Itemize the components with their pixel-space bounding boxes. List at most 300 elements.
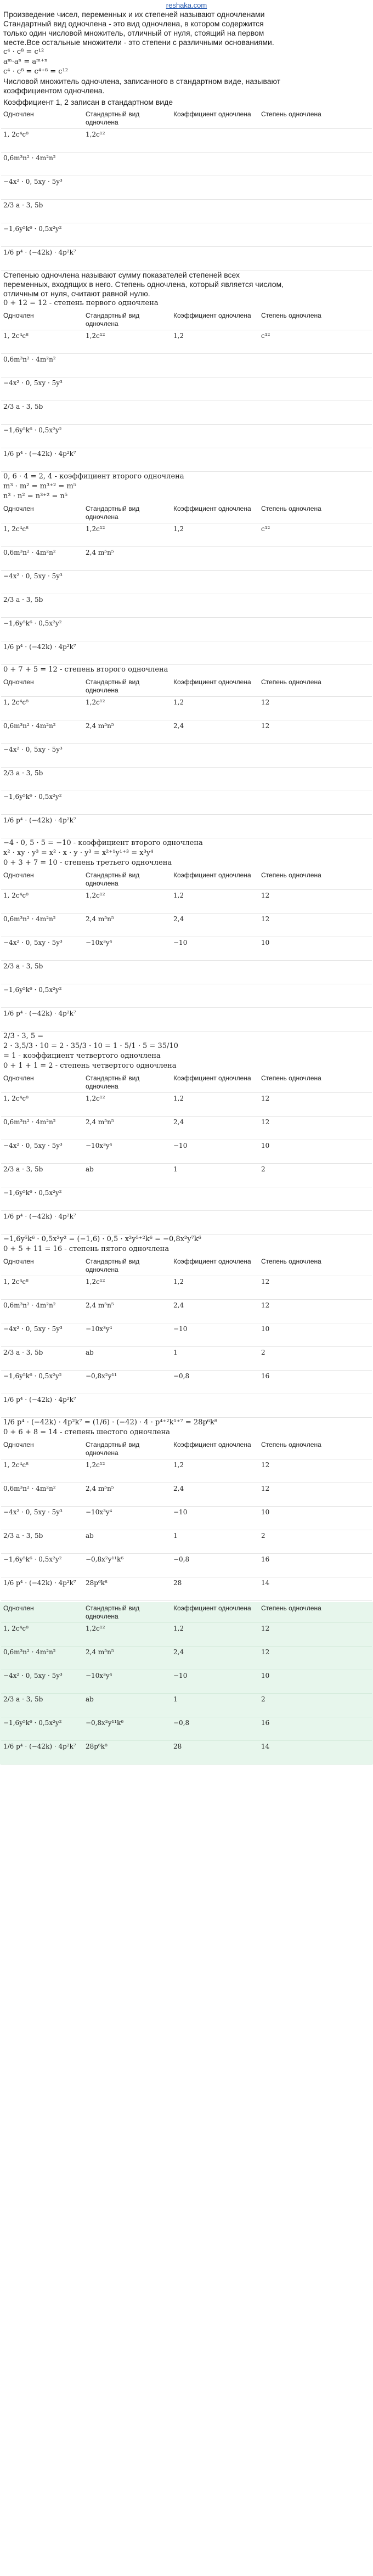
monomial-cell: 2/3 a · 3, 5b xyxy=(1,1694,83,1717)
degree-cell: 16 xyxy=(259,1717,372,1741)
note-fourth-degree: 0 + 1 + 1 = 2 - степень четвертого одночлена xyxy=(3,1062,177,1070)
degree-cell xyxy=(259,641,372,665)
column-header: Степень одночлена xyxy=(259,503,372,523)
table-row xyxy=(1,1741,372,1765)
table-row xyxy=(1,1694,372,1717)
monomial-cell: 1, 2c⁴c⁸ xyxy=(1,330,83,354)
degree-cell xyxy=(259,1211,372,1235)
degree-cell: 10 xyxy=(259,1140,372,1164)
degree-cell xyxy=(259,377,372,401)
degree-cell: 14 xyxy=(259,1741,372,1765)
degree-cell: c¹² xyxy=(259,330,372,354)
table-row xyxy=(1,890,372,914)
degree-cell: 10 xyxy=(259,1670,372,1694)
coefficient-cell: 1 xyxy=(171,1694,259,1717)
monomial-cell: 1, 2c⁴c⁸ xyxy=(1,1459,83,1483)
standard-form-cell: −10x³y⁴ xyxy=(83,937,171,961)
table-row xyxy=(1,571,372,594)
coefficient-cell: −0,8 xyxy=(171,1371,259,1394)
note-m-power: m³ · m² = m³⁺² = m⁵ xyxy=(3,482,76,491)
table-row xyxy=(1,791,372,815)
monomial-cell: 1, 2c⁴c⁸ xyxy=(1,523,83,547)
note-third-coef: −4 · 0, 5 · 5 = −10 - коэффициент второго одночлена xyxy=(3,839,203,847)
monomial-cell: −1,6y⁵k⁶ · 0,5x²y² xyxy=(1,1717,83,1741)
coefficient-cell: −0,8 xyxy=(171,1717,259,1741)
degree-cell xyxy=(259,768,372,791)
degree-cell: 10 xyxy=(259,1323,372,1347)
table-row xyxy=(1,330,372,354)
column-header: Стандартный вид одночлена xyxy=(83,676,171,697)
standard-form-cell xyxy=(83,1008,171,1031)
standard-form-cell xyxy=(83,641,171,665)
site-link[interactable]: reshaka.com xyxy=(166,1,207,9)
column-header: Одночлен xyxy=(1,1072,83,1093)
column-header: Степень одночлена xyxy=(259,1602,372,1623)
coefficient-cell: 1 xyxy=(171,1164,259,1187)
monomial-table-grid xyxy=(1,676,372,838)
standard-form-cell: 2,4 m⁵n⁵ xyxy=(83,720,171,744)
coefficient-cell: −10 xyxy=(171,1140,259,1164)
table-row xyxy=(1,354,372,377)
degree-cell xyxy=(259,815,372,838)
table-row xyxy=(1,1300,372,1323)
monomial-table-grid xyxy=(1,1072,372,1235)
column-header: Степень одночлена xyxy=(259,676,372,697)
column-header: Стандартный вид одночлена xyxy=(83,1602,171,1623)
column-header: Коэффициент одночлена xyxy=(171,1439,259,1459)
monomial-cell: 1/6 p⁴ · (−42k) · 4p²k⁷ xyxy=(1,448,83,472)
column-header: Стандартный вид одночлена xyxy=(83,1439,171,1459)
coefficient-cell xyxy=(171,223,259,247)
table-row xyxy=(1,1323,372,1347)
degree-cell: 12 xyxy=(259,1276,372,1300)
degree-cell: 12 xyxy=(259,1459,372,1483)
table-row xyxy=(1,720,372,744)
table-row xyxy=(1,914,372,937)
degree-cell xyxy=(259,618,372,641)
column-header: Стандартный вид одночлена xyxy=(83,869,171,890)
coefficient-cell: 2,4 xyxy=(171,720,259,744)
column-header: Коэффициент одночлена xyxy=(171,676,259,697)
degree-cell xyxy=(259,961,372,984)
degree-cell xyxy=(259,200,372,223)
standard-form-cell xyxy=(83,571,171,594)
standard-form-cell: 1,2c¹² xyxy=(83,1459,171,1483)
coefficient-cell: 1 xyxy=(171,1347,259,1371)
coefficient-cell xyxy=(171,641,259,665)
coefficient-cell xyxy=(171,768,259,791)
monomial-cell: 0,6m³n² · 4m²n² xyxy=(1,1300,83,1323)
standard-form-cell: 2,4 m⁵n⁵ xyxy=(83,1300,171,1323)
monomial-cell: −1,6y⁵k⁶ · 0,5x²y² xyxy=(1,618,83,641)
standard-form-cell xyxy=(83,961,171,984)
degree-cell: 12 xyxy=(259,1647,372,1670)
standard-form-cell xyxy=(83,1211,171,1235)
coefficient-cell xyxy=(171,791,259,815)
monomial-cell: 1/6 p⁴ · (−42k) · 4p²k⁷ xyxy=(1,247,83,270)
table-row xyxy=(1,1577,372,1601)
degree-cell: 12 xyxy=(259,720,372,744)
monomial-cell: −1,6y⁵k⁶ · 0,5x²y² xyxy=(1,1371,83,1394)
monomial-table xyxy=(0,676,373,838)
table-row xyxy=(1,1347,372,1371)
coefficient-cell xyxy=(171,425,259,448)
coefficient-cell: 1,2 xyxy=(171,523,259,547)
monomial-cell: 0,6m³n² · 4m²n² xyxy=(1,1483,83,1507)
column-header: Степень одночлена xyxy=(259,309,372,330)
degree-cell xyxy=(259,744,372,768)
monomial-table xyxy=(0,1255,373,1418)
degree-cell xyxy=(259,448,372,472)
column-header: Одночлен xyxy=(1,108,83,129)
coefficient-cell xyxy=(171,153,259,176)
column-header: Коэффициент одночлена xyxy=(171,309,259,330)
standard-form-cell: 2,4 m⁵n⁵ xyxy=(83,1117,171,1140)
table-row xyxy=(1,1483,372,1507)
coefficient-cell: 2,4 xyxy=(171,1300,259,1323)
table-row xyxy=(1,448,372,472)
monomial-cell: 0,6m³n² · 4m²n² xyxy=(1,153,83,176)
table-row xyxy=(1,523,372,547)
degree-cell: 12 xyxy=(259,914,372,937)
table-row xyxy=(1,1187,372,1211)
monomial-cell: 0,6m³n² · 4m²n² xyxy=(1,1117,83,1140)
column-header: Одночлен xyxy=(1,1255,83,1276)
table-row xyxy=(1,176,372,200)
degree-cell: 12 xyxy=(259,1117,372,1140)
coef-def-1: Числовой множитель одночлена, записанного в стандартном виде, называют xyxy=(3,77,281,86)
monomial-cell: 1/6 p⁴ · (−42k) · 4p²k⁷ xyxy=(1,815,83,838)
table-row xyxy=(1,641,372,665)
coefficient-cell: 1,2 xyxy=(171,1093,259,1117)
table-row xyxy=(1,815,372,838)
coefficient-cell xyxy=(171,176,259,200)
coefficient-cell xyxy=(171,1187,259,1211)
monomial-cell: 2/3 a · 3, 5b xyxy=(1,1347,83,1371)
column-header: Стандартный вид одночлена xyxy=(83,309,171,330)
monomial-cell: −4x² · 0, 5xy · 5y³ xyxy=(1,176,83,200)
monomial-cell: 0,6m³n² · 4m²n² xyxy=(1,720,83,744)
degree-cell: 12 xyxy=(259,697,372,720)
coefficient-cell xyxy=(171,200,259,223)
table-row xyxy=(1,1276,372,1300)
degree-cell xyxy=(259,153,372,176)
monomial-table xyxy=(0,1439,373,1601)
table-row xyxy=(1,153,372,176)
column-header: Коэффициент одночлена xyxy=(171,869,259,890)
coefficient-cell xyxy=(171,594,259,618)
standard-form-cell: 1,2c¹² xyxy=(83,1623,171,1647)
monomial-cell: −1,6y⁵k⁶ · 0,5x²y² xyxy=(1,1187,83,1211)
monomial-cell: 1, 2c⁴c⁸ xyxy=(1,1093,83,1117)
coefficient-cell: 2,4 xyxy=(171,1647,259,1670)
degree-cell xyxy=(259,547,372,571)
note-first-degree: 0 + 12 = 12 - степень первого одночлена xyxy=(3,299,159,307)
column-header: Степень одночлена xyxy=(259,108,372,129)
monomial-cell: 1/6 p⁴ · (−42k) · 4p²k⁷ xyxy=(1,641,83,665)
column-header: Степень одночлена xyxy=(259,1439,372,1459)
table-row xyxy=(1,1140,372,1164)
coefficient-cell: −10 xyxy=(171,1670,259,1694)
coefficient-cell: 1,2 xyxy=(171,697,259,720)
column-header: Стандартный вид одночлена xyxy=(83,108,171,129)
coefficient-cell: 1,2 xyxy=(171,890,259,914)
degree-cell: 14 xyxy=(259,1577,372,1601)
formula-2: aᵐ·aⁿ = aᵐ⁺ⁿ xyxy=(3,58,48,66)
table-row xyxy=(1,1394,372,1418)
coefficient-cell: −0,8 xyxy=(171,1554,259,1577)
note-fifth-degree: 0 + 5 + 11 = 16 - степень пятого одночлена xyxy=(3,1245,169,1253)
coefficient-cell: 2,4 xyxy=(171,1117,259,1140)
monomial-table xyxy=(0,1072,373,1235)
table-row xyxy=(1,1717,372,1741)
standard-form-cell: ab xyxy=(83,1164,171,1187)
coefficient-cell xyxy=(171,1394,259,1418)
degree-cell xyxy=(259,129,372,153)
standard-form-cell: 1,2c¹² xyxy=(83,129,171,153)
table-row xyxy=(1,618,372,641)
coefficient-cell: 1,2 xyxy=(171,1459,259,1483)
degree-cell xyxy=(259,1187,372,1211)
note-degree-2: переменных, входящих в него. Степень одночлена, который является числом, xyxy=(3,280,284,289)
monomial-cell: −4x² · 0, 5xy · 5y³ xyxy=(1,937,83,961)
degree-cell xyxy=(259,594,372,618)
intro-line-1: Произведение чисел, переменных и их степеней называют одночленами xyxy=(3,10,265,19)
monomial-cell: −4x² · 0, 5xy · 5y³ xyxy=(1,1670,83,1694)
coefficient-cell xyxy=(171,618,259,641)
monomial-cell: 2/3 a · 3, 5b xyxy=(1,1164,83,1187)
degree-cell: 12 xyxy=(259,890,372,914)
standard-form-cell xyxy=(83,1187,171,1211)
monomial-cell: 0,6m³n² · 4m²n² xyxy=(1,1647,83,1670)
coefficient-cell xyxy=(171,1008,259,1031)
standard-form-cell: 1,2c¹² xyxy=(83,523,171,547)
standard-form-cell: −0,8x²y¹¹k⁶ xyxy=(83,1554,171,1577)
column-header: Одночлен xyxy=(1,869,83,890)
intro-line-4: месте.Все остальные множители - это степени с различными основаниями. xyxy=(3,38,274,47)
coefficient-cell xyxy=(171,448,259,472)
note-fourth-coef: = 1 - коэффициент четвертого одночлена xyxy=(3,1052,161,1060)
column-header: Коэффициент одночлена xyxy=(171,503,259,523)
monomial-cell: −1,6y⁵k⁶ · 0,5x²y² xyxy=(1,984,83,1008)
table-row xyxy=(1,1093,372,1117)
coefficient-cell: 1,2 xyxy=(171,330,259,354)
table-row xyxy=(1,377,372,401)
coef-note: Коэффициент 1, 2 записан в стандартном виде xyxy=(3,98,173,106)
coefficient-cell xyxy=(171,247,259,270)
monomial-table-grid xyxy=(1,309,372,472)
coefficient-cell xyxy=(171,571,259,594)
standard-form-cell xyxy=(83,1394,171,1418)
table-row xyxy=(1,984,372,1008)
coefficient-cell: 2,4 xyxy=(171,914,259,937)
standard-form-cell xyxy=(83,984,171,1008)
monomial-cell: 2/3 a · 3, 5b xyxy=(1,961,83,984)
degree-cell: 10 xyxy=(259,1507,372,1530)
standard-form-cell: 1,2c¹² xyxy=(83,1276,171,1300)
monomial-cell: 1/6 p⁴ · (−42k) · 4p²k⁷ xyxy=(1,1577,83,1601)
standard-form-cell: 2,4 m⁵n⁵ xyxy=(83,914,171,937)
coefficient-cell: −10 xyxy=(171,937,259,961)
standard-form-cell xyxy=(83,744,171,768)
degree-cell: 12 xyxy=(259,1093,372,1117)
table-row xyxy=(1,744,372,768)
monomial-table-grid xyxy=(1,503,372,665)
standard-form-cell xyxy=(83,425,171,448)
standard-form-cell: −0,8x²y¹¹ xyxy=(83,1371,171,1394)
monomial-cell: −4x² · 0, 5xy · 5y³ xyxy=(1,571,83,594)
monomial-cell: 1, 2c⁴c⁸ xyxy=(1,890,83,914)
standard-form-cell xyxy=(83,401,171,425)
column-header: Стандартный вид одночлена xyxy=(83,1072,171,1093)
degree-cell xyxy=(259,1008,372,1031)
monomial-table xyxy=(0,869,373,1031)
table-row xyxy=(1,1623,372,1647)
standard-form-cell: ab xyxy=(83,1530,171,1554)
monomial-cell: −1,6y⁵k⁶ · 0,5x²y² xyxy=(1,791,83,815)
monomial-cell: 0,6m³n² · 4m²n² xyxy=(1,914,83,937)
table-row xyxy=(1,594,372,618)
table-row xyxy=(1,401,372,425)
column-header: Одночлен xyxy=(1,676,83,697)
monomial-cell: 0,6m³n² · 4m²n² xyxy=(1,547,83,571)
coefficient-cell: 1,2 xyxy=(171,1623,259,1647)
degree-cell: c¹² xyxy=(259,523,372,547)
standard-form-cell xyxy=(83,223,171,247)
coefficient-cell xyxy=(171,547,259,571)
column-header: Степень одночлена xyxy=(259,869,372,890)
table-row xyxy=(1,1670,372,1694)
note-fourth-calc-2: 2 · 3,5/3 · 10 = 2 · 35/3 · 10 = 1 · 5/1 · 5 = 35/10 xyxy=(3,1042,178,1050)
note-second-degree: 0 + 7 + 5 = 12 - степень второго одночлена xyxy=(3,666,168,674)
degree-cell: 2 xyxy=(259,1694,372,1717)
monomial-cell: −4x² · 0, 5xy · 5y³ xyxy=(1,744,83,768)
note-n-power: n³ · n² = n³⁺² = n⁵ xyxy=(3,492,68,500)
standard-form-cell xyxy=(83,153,171,176)
monomial-cell: 2/3 a · 3, 5b xyxy=(1,200,83,223)
degree-cell xyxy=(259,176,372,200)
table-row xyxy=(1,1530,372,1554)
monomial-table xyxy=(0,108,373,270)
coefficient-cell: −10 xyxy=(171,1323,259,1347)
degree-cell xyxy=(259,571,372,594)
standard-form-cell xyxy=(83,176,171,200)
monomial-cell: 1, 2c⁴c⁸ xyxy=(1,129,83,153)
coefficient-cell xyxy=(171,401,259,425)
degree-cell: 10 xyxy=(259,937,372,961)
degree-cell: 16 xyxy=(259,1554,372,1577)
table-row xyxy=(1,697,372,720)
standard-form-cell: 1,2c¹² xyxy=(83,697,171,720)
standard-form-cell: 2,4 m⁵n⁵ xyxy=(83,1483,171,1507)
final-answer-block xyxy=(0,1602,373,1765)
degree-cell xyxy=(259,425,372,448)
coefficient-cell: 1,2 xyxy=(171,1276,259,1300)
table-row xyxy=(1,1554,372,1577)
table-row xyxy=(1,547,372,571)
standard-form-cell: 1,2c¹² xyxy=(83,890,171,914)
monomial-cell: −1,6y⁵k⁶ · 0,5x²y² xyxy=(1,1554,83,1577)
standard-form-cell xyxy=(83,448,171,472)
note-sixth-calc: 1/6 p⁴ · (−42k) · 4p²k⁷ = (1/6) · (−42) · 4 · p⁴⁺²k¹⁺⁷ = 28p⁶k⁸ xyxy=(3,1418,218,1427)
standard-form-cell xyxy=(83,815,171,838)
standard-form-cell xyxy=(83,200,171,223)
coefficient-cell xyxy=(171,815,259,838)
monomial-cell: −1,6y⁵k⁶ · 0,5x²y² xyxy=(1,223,83,247)
monomial-table-grid xyxy=(1,1602,372,1765)
column-header: Одночлен xyxy=(1,1602,83,1623)
monomial-table xyxy=(0,503,373,665)
monomial-cell: 2/3 a · 3, 5b xyxy=(1,1530,83,1554)
table-row xyxy=(1,1117,372,1140)
degree-cell xyxy=(259,223,372,247)
monomial-cell: 1, 2c⁴c⁸ xyxy=(1,1276,83,1300)
monomial-cell: 1, 2c⁴c⁸ xyxy=(1,697,83,720)
table-row xyxy=(1,1211,372,1235)
table-row xyxy=(1,1507,372,1530)
degree-cell xyxy=(259,984,372,1008)
coefficient-cell: 1 xyxy=(171,1530,259,1554)
monomial-table-grid xyxy=(1,869,372,1031)
standard-form-cell: 1,2c¹² xyxy=(83,330,171,354)
degree-cell: 12 xyxy=(259,1300,372,1323)
monomial-table-grid xyxy=(1,1255,372,1418)
monomial-cell: 0,6m³n² · 4m²n² xyxy=(1,354,83,377)
coefficient-cell xyxy=(171,961,259,984)
intro-line-3: только один числовой множитель, отличный от нуля, стоящий на первом xyxy=(3,29,264,37)
monomial-cell: −1,6y⁵k⁶ · 0,5x²y² xyxy=(1,425,83,448)
note-degree-3: отличным от нуля, считают равной нулю. xyxy=(3,289,150,298)
monomial-cell: 1/6 p⁴ · (−42k) · 4p²k⁷ xyxy=(1,1008,83,1031)
table-row xyxy=(1,1371,372,1394)
coefficient-cell xyxy=(171,377,259,401)
degree-cell: 2 xyxy=(259,1530,372,1554)
table-row xyxy=(1,1647,372,1670)
column-header: Стандартный вид одночлена xyxy=(83,503,171,523)
standard-form-cell xyxy=(83,377,171,401)
table-row xyxy=(1,1164,372,1187)
column-header: Одночлен xyxy=(1,503,83,523)
standard-form-cell: −0,8x²y¹¹k⁶ xyxy=(83,1717,171,1741)
column-header: Стандартный вид одночлена xyxy=(83,1255,171,1276)
standard-form-cell xyxy=(83,594,171,618)
table-row xyxy=(1,937,372,961)
column-header: Коэффициент одночлена xyxy=(171,108,259,129)
coefficient-cell xyxy=(171,129,259,153)
standard-form-cell: −10x³y⁴ xyxy=(83,1140,171,1164)
degree-cell xyxy=(259,354,372,377)
degree-cell: 2 xyxy=(259,1347,372,1371)
note-sixth-degree: 0 + 6 + 8 = 14 - степень шестого одночлена xyxy=(3,1428,171,1436)
note-fifth-calc: −1,6y⁵k⁶ · 0,5x²y² = (−1,6) · 0,5 · x²y⁵⁺²k⁶ = −0,8x²y⁷k⁶ xyxy=(3,1235,201,1243)
monomial-cell: −4x² · 0, 5xy · 5y³ xyxy=(1,1507,83,1530)
standard-form-cell: −10x³y⁴ xyxy=(83,1323,171,1347)
note-degree-1: Степенью одночлена называют сумму показателей степеней всех xyxy=(3,270,240,279)
monomial-cell: 1/6 p⁴ · (−42k) · 4p²k⁷ xyxy=(1,1394,83,1418)
standard-form-cell: −10x³y⁴ xyxy=(83,1670,171,1694)
coefficient-cell: 28 xyxy=(171,1741,259,1765)
coefficient-cell: 28 xyxy=(171,1577,259,1601)
monomial-table-grid xyxy=(1,1439,372,1601)
degree-cell: 16 xyxy=(259,1371,372,1394)
column-header: Коэффициент одночлена xyxy=(171,1602,259,1623)
table-row xyxy=(1,200,372,223)
monomial-cell: 2/3 a · 3, 5b xyxy=(1,768,83,791)
formula-3: c⁴ · c⁸ = c⁴⁺⁸ = c¹² xyxy=(3,67,68,76)
table-row xyxy=(1,1008,372,1031)
column-header: Степень одночлена xyxy=(259,1072,372,1093)
table-row xyxy=(1,961,372,984)
